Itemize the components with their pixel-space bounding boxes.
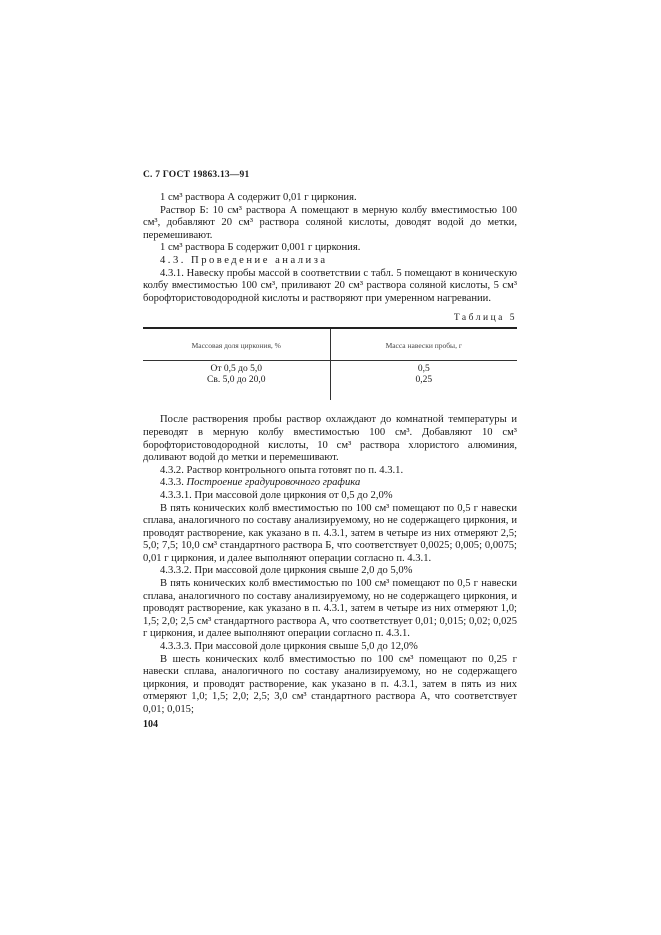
table-header-cell: Масса навески пробы, г <box>330 328 517 361</box>
section-title: Построение градуировочного графика <box>186 477 361 489</box>
paragraph: 1 см³ раствора А содержит 0,01 г циркония. <box>160 192 357 203</box>
paragraph: В пять конических колб вместимостью по 100 см³ помещают по 0,5 г навески сплава, аналогичного по составу анализируемому, но не содержащего циркония, и проводят растворение, как указано в п. 4.3.1, затем в четыре из них отмеряют 1,0; 1,5; 2,0; 2,5 см³ стандартного раствора А, что соответствует 0,01; 0,015; 0,02; 0,025 г циркония, и далее выполняют операции согласно п. 4.3.1. <box>143 578 517 640</box>
paragraph: 4.3.1. Навеску пробы массой в соответствии с табл. 5 помещают в коническую колбу вместимостью 100 см³, приливают 20 см³ раствора соляной кислоты, 5 см³ борофтористоводородной кислоты и растворяют при умеренном нагревании. <box>143 267 517 304</box>
paragraph: 4.3.2. Раствор контрольного опыта готовят по п. 4.3.1. <box>160 464 404 476</box>
table-caption: Таблица 5 <box>453 313 517 324</box>
table-row <box>143 361 517 401</box>
page-number: 104 <box>143 718 158 730</box>
page-header: С. 7 ГОСТ 19863.13—91 <box>143 170 250 180</box>
cell-value: Св. 5,0 до 20,0 <box>207 375 266 386</box>
paragraph: 4.3.3.2. При массовой доле циркония свыше 2,0 до 5,0% <box>160 565 413 577</box>
document-page <box>143 170 517 730</box>
section-number: 4.3.3. <box>160 477 184 489</box>
cell-value: 0,5 <box>417 364 430 375</box>
table-5 <box>143 327 517 400</box>
subsection-heading <box>143 477 517 490</box>
cell-value: От 0,5 до 5,0 <box>210 364 262 375</box>
table-header-row <box>143 328 517 361</box>
paragraph: В шесть конических колб вместимостью по 100 см³ помещают по 0,25 г навески сплава, аналогичного по составу анализируемому, но не содержащего циркония, и проводят растворение, как указано в п. 4.3.1, затем в пять из них отмеряют 1,0; 1,5; 2,0; 2,5; 3,0 см³ стандартного раствора А, что соответствует 0,01; 0,015; <box>143 653 517 715</box>
paragraph: В пять конических колб вместимостью по 100 см³ помещают по 0,5 г навески сплава, аналогичного по составу анализируемому, но не содержащего циркония, и проводят растворение, как указано в п. 4.3.1, затем в четыре из них отмеряют 2,5; 5,0; 7,5; 10,0 см³ стандартного раствора Б, что соответствует 0,0025; 0,005; 0,0075; 0,01 г циркония, и далее выполняют операции согласно п. 4.3.1. <box>143 502 517 564</box>
paragraph: Раствор Б: 10 см³ раствора А помещают в мерную колбу вместимостью 100 см³, добавляют 20 см³ раствора соляной кислоты, доводят водой до метки, перемешивают. <box>143 204 517 241</box>
paragraph: 4.3.3.1. При массовой доле циркония от 0,5 до 2,0% <box>160 489 393 501</box>
cell-value: 0,25 <box>415 375 433 386</box>
paragraph: 4.3.3.3. При массовой доле циркония свыше 5,0 до 12,0% <box>160 641 418 653</box>
section-heading: 4.3. Проведение анализа <box>160 254 328 266</box>
paragraph: 1 см³ раствора Б содержит 0,001 г циркония. <box>160 242 361 254</box>
table-header-cell: Массовая доля циркония, % <box>143 328 330 361</box>
table-cell <box>330 361 517 401</box>
table-cell <box>143 361 330 401</box>
paragraph: После растворения пробы раствор охлаждают до комнатной температуры и переводят в мерную колбу вместимостью 100 см³. Добавляют 10 см³ борофтористоводородной кислоты, 10 см³ раствора хлористого алюминия, доливают водой до метки и перемешивают. <box>143 414 517 464</box>
